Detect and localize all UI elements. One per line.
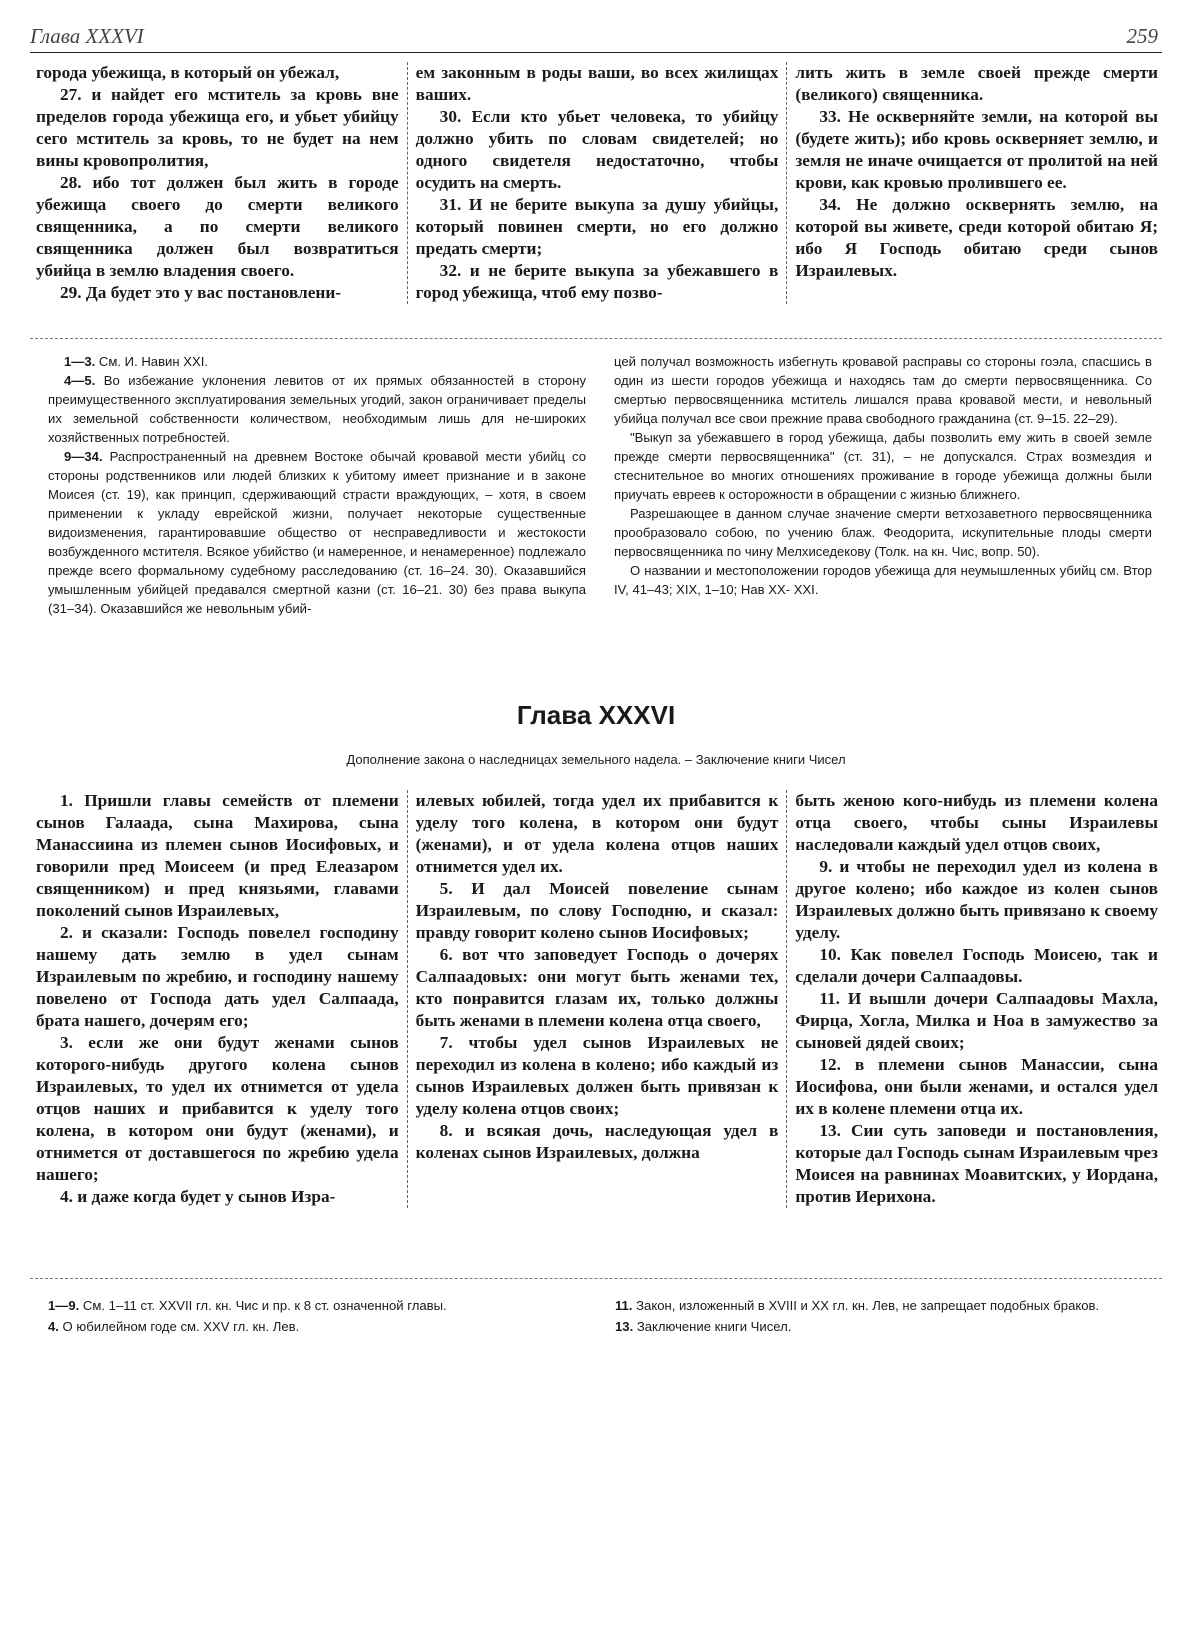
verse: 5. И дал Моисей повеление сынам Израилевым, по слову Господню, и сказал: правду говорит колено сынов Иосифовых;: [415, 879, 779, 942]
note: [48, 1295, 591, 1316]
top-scripture-columns: [28, 62, 1166, 304]
note: О названии и местоположении городов убежища для неумышленных убийц см. Втор IV, 41–43; XIX, 1–10; Нав XX- XXI.: [614, 563, 1152, 597]
verse: быть женою кого-нибудь из племени колена отца своего, чтобы сыны Израилевы наследовали каждый удел отцов своих,: [795, 791, 1159, 854]
verse: 11. И вышли дочери Салпаадовы Махла, Фирца, Хогла, Милка и Ноа в замужество за сыновей дядей своих;: [795, 989, 1159, 1052]
chapter-column-2: [407, 790, 787, 1208]
verse: 9. и чтобы не переходил удел из колена в другое колено; ибо каждое из колен сынов Израилевых должно быть привязано к своему уделу.: [795, 857, 1159, 942]
running-head-chapter: Глава XXXVI: [30, 24, 144, 48]
note: [48, 371, 586, 447]
verse: ем законным в роды ваши, во всех жилищах ваших.: [415, 63, 779, 104]
bottom-notes: [48, 1295, 1158, 1337]
note-text: См. И. Навин XXI.: [95, 354, 208, 369]
note-text: Закон, изложенный в XVIII и XX гл. кн. Лев, не запрещает подобных браков.: [632, 1298, 1100, 1313]
chapter-title: Глава XXXVI: [516, 700, 676, 730]
verse: 31. И не берите выкупа за душу убийцы, который повинен смерти, но его должно предать смерти;: [415, 195, 779, 258]
verse: 34. Не должно осквернять землю, на которой вы живете, среди которой обитаю Я; ибо Я Господь обитаю среди сынов Израилевых.: [795, 195, 1159, 280]
verse: лить жить в земле своей прежде смерти (великого) священника.: [795, 63, 1159, 104]
top-column-3: [786, 62, 1166, 304]
note: Разрешающее в данном случае значение смерти ветхозаветного первосвященника прообразовало собою, по учению блаж. Феодорита, искупительные плоды смерти первосвященника по чину Мелхиседекову (Толк. на кн. Чис, вопр. 50).: [614, 506, 1152, 559]
note-ref: 9—34.: [64, 449, 103, 464]
verse: 3. если же они будут женами сынов которого-нибудь другого колена сынов Израилевых, то удел их отнимется от удела отцов наших и прибавится к уделу того колена, в котором они будут (женами), и отнимется от доставшегося по жребию удела нашего;: [36, 1033, 399, 1184]
chapter-summary: Дополнение закона о наследницах земельного надела. – Заключение книги Чисел: [346, 752, 846, 767]
verse: 27. и найдет его мститель за кровь вне пределов города убежища его, и убьет убийцу сего мститель за кровь, то не будет на нем вины кровопролития,: [36, 85, 399, 170]
top-column-1: [28, 62, 407, 304]
note: [48, 352, 586, 371]
chapter-scripture-columns: [28, 790, 1166, 1208]
top-notes-left: [40, 352, 600, 618]
verse: 13. Сии суть заповеди и постановления, которые дал Господь сынам Израилевым чрез Моисея на равнинах Моавитских, у Иордана, против Иерихона.: [795, 1121, 1159, 1206]
verse: 6. вот что заповедует Господь о дочерях Салпаадовых: они могут быть женами тех, кто понравится глазам их, только должны быть женами в племени колена отца своего,: [415, 945, 779, 1030]
note: [615, 1316, 1158, 1337]
note-ref: 1—3.: [64, 354, 96, 369]
page-number: 259: [1126, 24, 1158, 48]
note-text: Распространенный на древнем Востоке обычай кровавой мести убийц со стороны родственников или людей близких к убитому имеет признание и в законе Моисея (ст. 19), как принцип, сдерживающий страсти враждующих, – хотя, в своем применении к укладу еврейской жизни, получает некоторые существенные видоизменения, гарантировавшие общество от несправедливости и жестокости возбужденного мстителя. Всякое убийство (и намеренное, и ненамеренное) подлежало прежде всего формальному судебному расследованию (ст. 16–24. 30). Оказавшийся умышленным убийцей предавался смертной казни (ст. 16–21. 30) без права выкупа (31–34). Оказавшийся же невольным убий-: [48, 449, 586, 616]
divider-rule: [30, 1278, 1162, 1279]
verse: 7. чтобы удел сынов Израилевых не переходил из колена в колено; ибо каждый из сынов Израилевых должен быть привязан к уделу колена отцов своих;: [415, 1033, 779, 1118]
note: [48, 1316, 591, 1337]
note-ref: 4.: [48, 1319, 59, 1334]
note-text: См. 1–11 ст. XXVII гл. кн. Чис и пр. к 8 ст. означенной главы.: [79, 1298, 447, 1313]
note: [615, 1295, 1158, 1316]
note-text: Заключение книги Чисел.: [633, 1319, 792, 1334]
chapter-column-1: [28, 790, 407, 1208]
verse: 8. и всякая дочь, наследующая удел в коленах сынов Израилевых, должна: [415, 1121, 779, 1162]
chapter-column-3: [786, 790, 1166, 1208]
verse: 28. ибо тот должен был жить в городе убежища своего до смерти великого священника, а по смерти великого священника должен был возвратиться убийца в землю владения своего.: [36, 173, 399, 280]
verse: 1. Пришли главы семейств от племени сынов Галаада, сына Махирова, сына Манассиина из племен сынов Иосифовых, и говорили пред Моисеем (и пред Елеазаром священником) и пред князьями, главами поколений сынов Израилевых,: [36, 791, 399, 920]
running-head: [30, 22, 1162, 53]
note-ref: 13.: [615, 1319, 634, 1334]
note-text: Во избежание уклонения левитов от их прямых обязанностей в сторону преимущественного эксплуатирования земельных угодий, закон ограничивает пределы их земельной собственности количеством, необходимым лишь для не-широких хозяйственных потребностей.: [48, 373, 586, 445]
verse: города убежища, в который он убежал,: [36, 63, 340, 82]
note-ref: 4—5.: [64, 373, 96, 388]
bottom-notes-right: [591, 1295, 1158, 1337]
note-ref: 1—9.: [48, 1298, 80, 1313]
top-column-2: [407, 62, 787, 304]
note: "Выкуп за убежавшего в город убежища, дабы позволить ему жить в своей земле прежде смерти первосвященника" (ст. 31), – не допускался. Страх возмездия и стеснительное во многих отношениях проживание в городе убежища должны были приучать евреев к осторожности в обращении с жизнью ближнего.: [614, 430, 1152, 502]
verse: 12. в племени сынов Манассии, сына Иосифова, они были женами, и остался удел их в колене племени отца их.: [795, 1055, 1159, 1118]
verse: 2. и сказали: Господь повелел господину нашему дать землю в удел сынам Израилевым по жребию, и господину нашему повелено от Господа дать удел Салпаада, брата нашего, дочерям его;: [36, 923, 399, 1030]
divider-rule: [30, 338, 1162, 339]
note: [48, 447, 586, 618]
verse: 29. Да будет это у вас постановлени-: [60, 283, 342, 302]
verse: 33. Не оскверняйте земли, на которой вы (будете жить); ибо кровь оскверняет землю, и земля не иначе очищается от пролитой на ней крови, как кровью пролившего ее.: [795, 107, 1159, 192]
note-text: О юбилейном годе см. XXV гл. кн. Лев.: [58, 1319, 300, 1334]
verse: 30. Если кто убьет человека, то убийцу должно убить по словам свидетелей; но одного свидетеля недостаточно, чтобы осудить на смерть.: [415, 107, 779, 192]
top-notes-right: [600, 352, 1160, 618]
verse: 4. и даже когда будет у сынов Изра-: [60, 1187, 336, 1206]
note-ref: 11.: [615, 1298, 633, 1313]
bottom-notes-left: [48, 1295, 591, 1337]
verse: 32. и не берите выкупа за убежавшего в город убежища, чтоб ему позво-: [415, 261, 779, 302]
verse: 10. Как повелел Господь Моисею, так и сделали дочери Салпаадовы.: [795, 945, 1159, 986]
verse: илевых юбилей, тогда удел их прибавится к уделу того колена, в котором они будут (женами), и от удела колена отцов наших отнимется удел их.: [415, 791, 779, 876]
top-notes: [40, 352, 1160, 618]
note: цей получал возможность избегнуть кровавой расправы со стороны гоэла, спасшись в один из шести городов убежища и находясь там до смерти первосвященника. Со смертью первосвященника мститель лишался права кровавой мести, и невольный убийца получал все свои прежние права свободного гражданина (ст. 9–15. 22–29).: [614, 354, 1152, 426]
